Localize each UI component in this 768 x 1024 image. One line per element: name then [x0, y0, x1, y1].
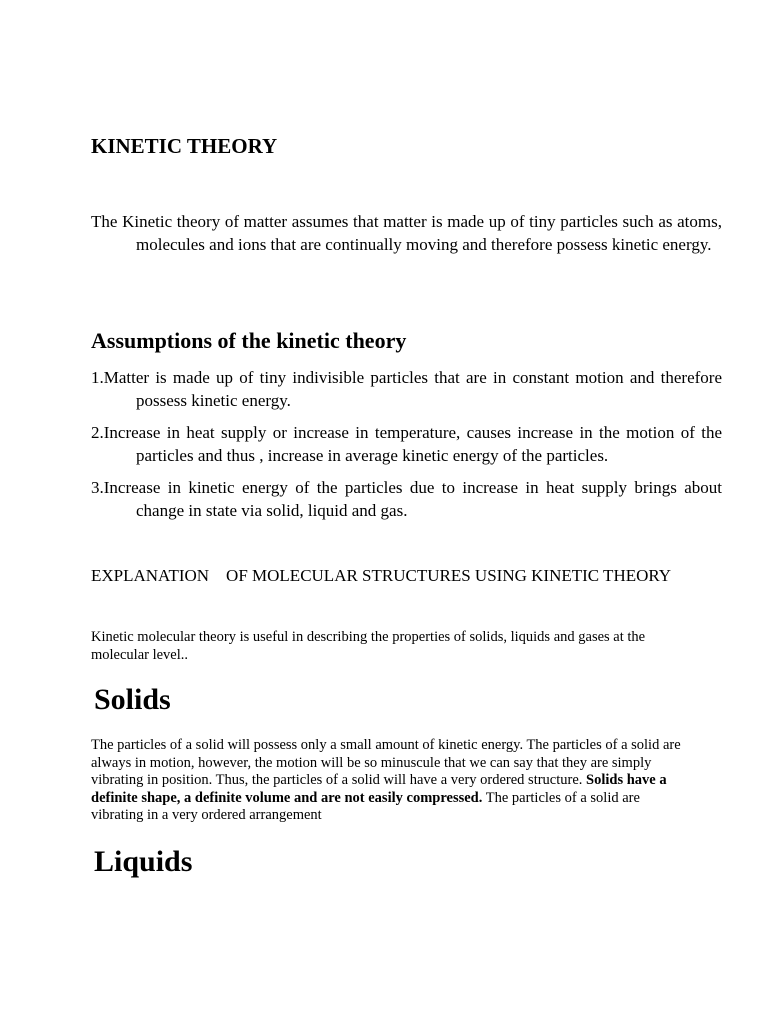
solids-paragraph — [91, 737, 681, 825]
explanation-heading: EXPLANATION OF MOLECULAR STRUCTURES USING KINETIC THEORY — [91, 566, 672, 585]
solids-bold-text: Solids have a definite shape, a definite volume and are not easily compressed. — [91, 772, 667, 806]
liquids-heading: Liquids — [94, 845, 193, 878]
assumption-item-2: 2.Increase in heat supply or increase in temperature, causes increase in the motion of the particles and thus , increase in average kinetic energy of the particles. — [91, 423, 722, 465]
kmt-paragraph: Kinetic molecular theory is useful in describing the properties of solids, liquids and gases at the molecular level.. — [91, 629, 646, 663]
assumption-item-3: 3.Increase in kinetic energy of the particles due to increase in heat supply brings about change in state via solid, liquid and gas. — [91, 478, 722, 520]
solids-text-1: The particles of a solid will possess only a small amount of kinetic energy. The particles of a solid are always in motion, however, the motion will be so minuscule that we can say that they are simply vibrating in position. Thus, the particles of a solid will have a very ordered structure. — [91, 737, 681, 788]
intro-paragraph: The Kinetic theory of matter assumes that matter is made up of tiny particles such as atoms, molecules and ions that are continually moving and therefore possess kinetic energy. — [91, 212, 722, 254]
assumptions-heading: Assumptions of the kinetic theory — [91, 328, 407, 353]
document-title: KINETIC THEORY — [91, 134, 278, 158]
solids-heading: Solids — [94, 683, 171, 716]
assumption-item-1: 1.Matter is made up of tiny indivisible particles that are in constant motion and therefore possess kinetic energy. — [91, 368, 722, 410]
solids-text-2: The particles of a solid are vibrating in a very ordered arrangement — [91, 789, 640, 823]
